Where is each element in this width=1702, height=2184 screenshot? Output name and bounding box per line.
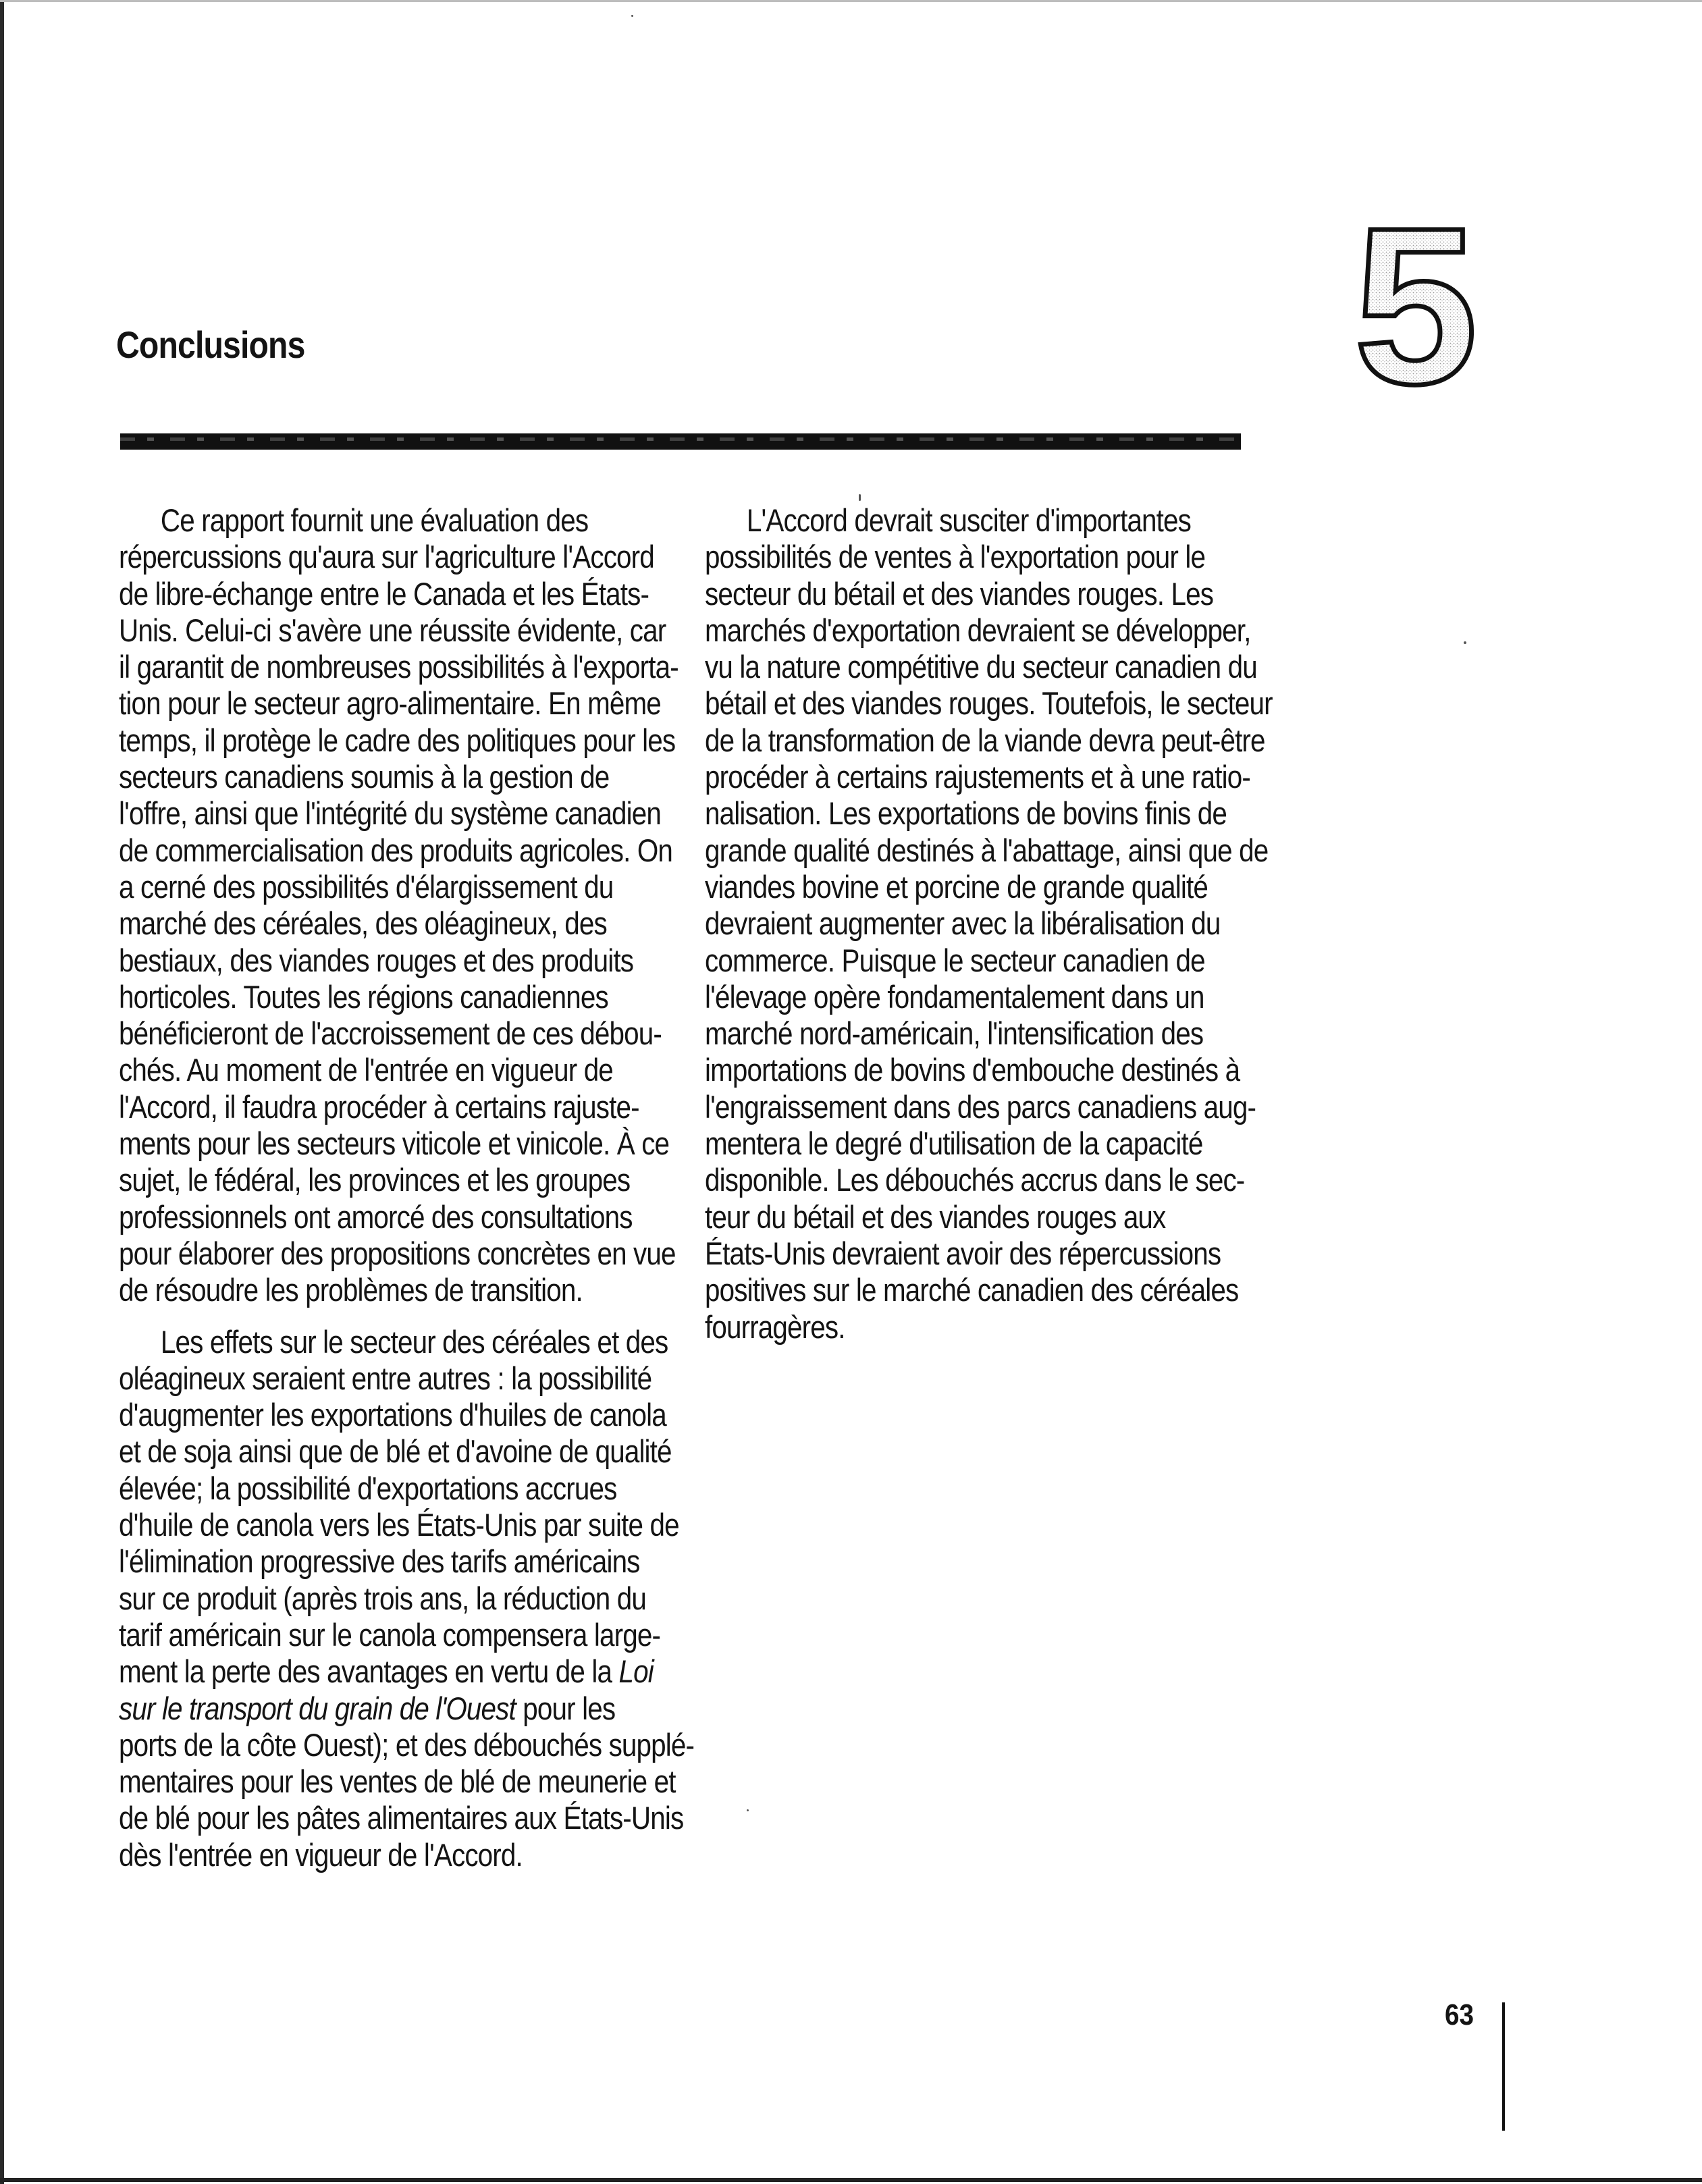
text-line: grande qualité destinés à l'abattage, ainsi que de <box>705 832 1269 868</box>
text-line: fourragères. <box>705 1308 845 1345</box>
text-line: dès l'entrée en vigueur de l'Accord. <box>119 1836 523 1873</box>
text-line: répercussions qu'aura sur l'agriculture l'Accord <box>119 539 654 575</box>
text-line: l'engraissement dans des parcs canadiens aug- <box>705 1088 1256 1125</box>
text-line: bénéficieront de l'accroissement de ces débou- <box>119 1015 662 1052</box>
chapter-number-5 <box>1345 184 1487 406</box>
text-line: positives sur le marché canadien des céréales <box>705 1272 1239 1308</box>
text-line: devraient augmenter avec la libéralisation du <box>705 905 1221 942</box>
text-line: de la transformation de la viande devra peut-être <box>705 722 1265 758</box>
text-line: il garantit de nombreuses possibilités à l'exporta- <box>119 649 679 685</box>
text-line: d'huile de canola vers les États-Unis par suite de <box>119 1507 679 1543</box>
text-line: ports de la côte Ouest); et des débouchés supplé- <box>119 1726 695 1763</box>
text-line: importations de bovins d'embouche destinés à <box>705 1052 1240 1088</box>
text-line: de blé pour les pâtes alimentaires aux États-Unis <box>119 1800 684 1836</box>
chapter-number-text: 5 <box>1354 184 1478 406</box>
text-line: L'Accord devrait susciter d'importantes <box>746 502 1192 538</box>
text-line: de résoudre les problèmes de transition. <box>119 1272 583 1308</box>
text-line: oléagineux seraient entre autres : la possibilité <box>119 1360 652 1396</box>
text-line: teur du bétail et des viandes rouges aux <box>705 1198 1166 1235</box>
text-line: secteurs canadiens soumis à la gestion de <box>119 759 610 795</box>
text-run: pour les <box>515 1690 616 1726</box>
text-line: d'augmenter les exportations d'huiles de canola <box>119 1397 666 1433</box>
text-line: tion pour le secteur agro-alimentaire. En même <box>119 685 661 722</box>
heading-rule-texture <box>120 437 1241 441</box>
scan-top-edge <box>0 0 1702 2</box>
text-line: ments pour les secteurs viticole et vinicole. À ce <box>119 1125 670 1162</box>
text-line: l'élimination progressive des tarifs américains <box>119 1543 640 1580</box>
text-line: tarif américain sur le canola compensera large- <box>119 1616 661 1653</box>
paragraph <box>119 1323 695 1873</box>
text-line: chés. Au moment de l'entrée en vigueur de <box>119 1052 613 1088</box>
margin-bar <box>1502 2002 1505 2131</box>
scan-speck <box>747 1809 749 1811</box>
text-line: possibilités de ventes à l'exportation pour le <box>705 539 1206 575</box>
text-line: Les effets sur le secteur des céréales et des <box>160 1323 668 1360</box>
text-run: ment la perte des avantages en vertu de la <box>119 1653 619 1690</box>
text-line: bestiaux, des viandes rouges et des produits <box>119 942 634 978</box>
text-line: professionnels ont amorcé des consultations <box>119 1198 633 1235</box>
text-line: viandes bovine et porcine de grande qualité <box>705 868 1208 905</box>
text-line: l'offre, ainsi que l'intégrité du système canadien <box>119 795 662 832</box>
text-line: Unis. Celui-ci s'avère une réussite évidente, car <box>119 612 666 648</box>
text-line: secteur du bétail et des viandes rouges. Les <box>705 575 1214 612</box>
text-line: sur ce produit (après trois ans, la réduction du <box>119 1580 647 1616</box>
text-line: vu la nature compétitive du secteur canadien du <box>705 649 1257 685</box>
page-number: 63 <box>1445 1998 1474 2031</box>
scan-left-edge <box>0 0 4 2184</box>
text-line: Ce rapport fournit une évaluation des <box>160 502 589 538</box>
text-line: disponible. Les débouchés accrus dans le sec- <box>705 1162 1245 1198</box>
text-line: sujet, le fédéral, les provinces et les groupes <box>119 1162 631 1198</box>
text-line: États-Unis devraient avoir des répercussions <box>705 1235 1221 1271</box>
text-line: marché des céréales, des oléagineux, des <box>119 905 607 942</box>
text-line: mentaires pour les ventes de blé de meunerie et <box>119 1763 676 1800</box>
text-line: de libre-échange entre le Canada et les États- <box>119 575 649 612</box>
text-line: commerce. Puisque le secteur canadien de <box>705 942 1205 978</box>
text-line: procéder à certains rajustements et à une ratio- <box>705 759 1250 795</box>
text-line: a cerné des possibilités d'élargissement du <box>119 868 614 905</box>
text-line: temps, il protège le cadre des politiques pour les <box>119 722 676 758</box>
scan-bottom-edge <box>0 2178 1702 2182</box>
italic-law-title: Loi <box>618 1653 654 1690</box>
scan-speck <box>1464 641 1466 644</box>
text-line: pour élaborer des propositions concrètes en vue <box>119 1235 676 1271</box>
text-line: bétail et des viandes rouges. Toutefois, le secteur <box>705 685 1273 722</box>
text-line <box>119 1690 616 1727</box>
text-line: nalisation. Les exportations de bovins finis de <box>705 795 1227 832</box>
text-line <box>119 1653 654 1690</box>
right-column <box>705 502 1273 1346</box>
heading-rule <box>120 433 1241 450</box>
paragraph <box>119 502 679 1309</box>
text-line: mentera le degré d'utilisation de la capacité <box>705 1125 1203 1162</box>
italic-law-title: sur le transport du grain de l'Ouest <box>119 1690 516 1726</box>
text-line: élevée; la possibilité d'exportations accrues <box>119 1470 617 1506</box>
text-line: marchés d'exportation devraient se développer, <box>705 612 1251 648</box>
text-line: l'Accord, il faudra procéder à certains rajuste- <box>119 1088 639 1125</box>
page-title: Conclusions <box>116 323 305 366</box>
text-line: horticoles. Toutes les régions canadiennes <box>119 978 608 1015</box>
text-line: de commercialisation des produits agricoles. On <box>119 832 673 868</box>
text-line: marché nord-américain, l'intensification des <box>705 1015 1204 1052</box>
scan-speck <box>859 494 861 501</box>
left-column <box>119 502 695 1873</box>
text-line: et de soja ainsi que de blé et d'avoine de qualité <box>119 1433 672 1470</box>
paragraph <box>705 502 1273 1346</box>
scan-speck <box>631 15 633 17</box>
text-line: l'élevage opère fondamentalement dans un <box>705 978 1204 1015</box>
